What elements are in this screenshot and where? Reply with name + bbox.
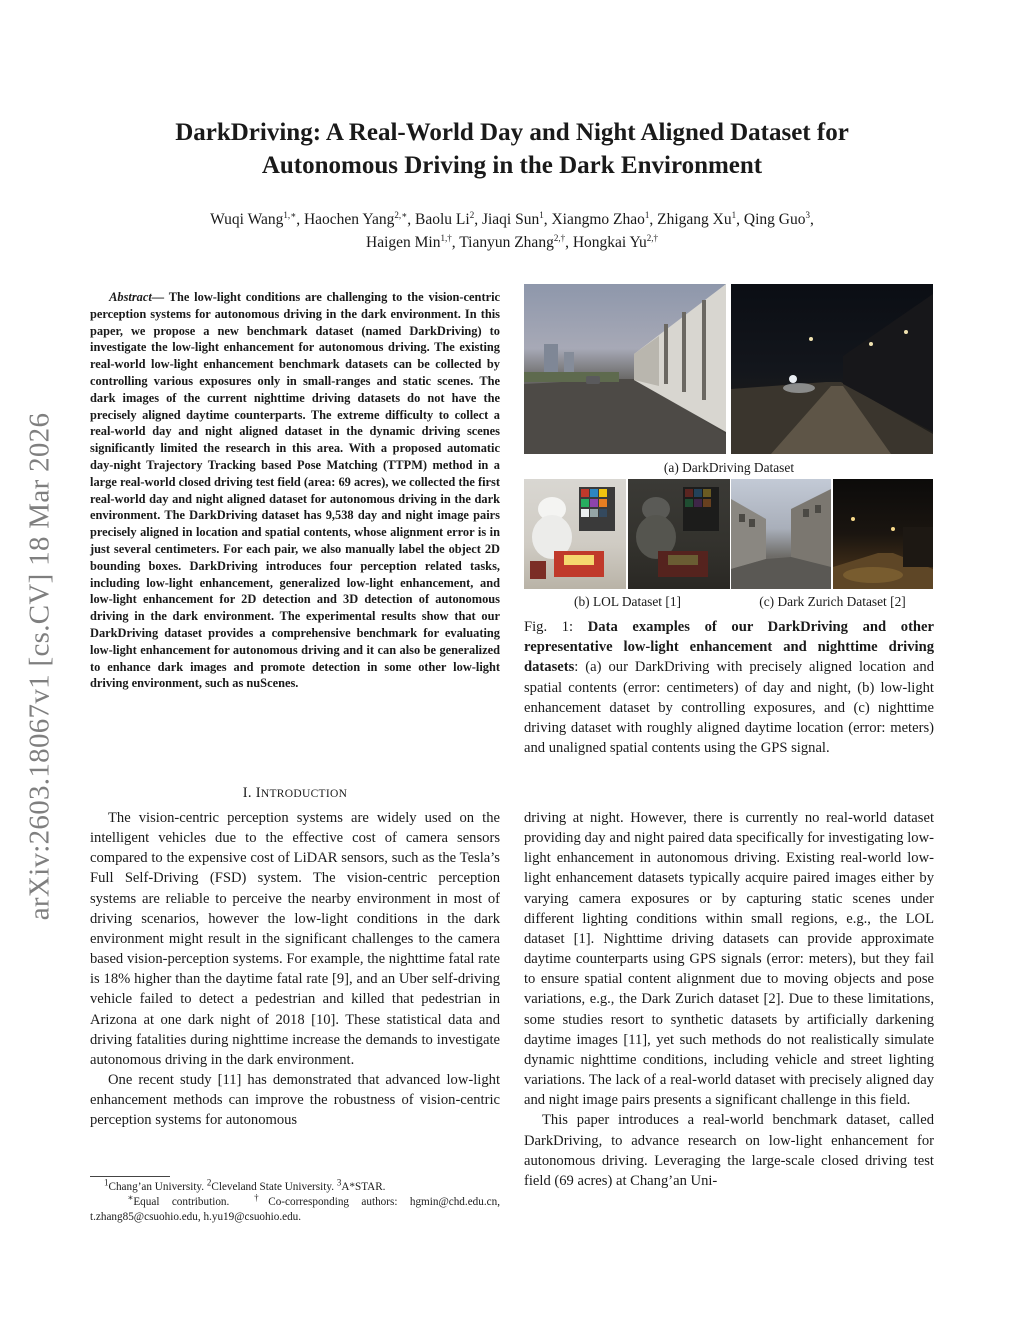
footnote-contributions: ∗Equal contribution. †Co-corresponding authors: hgmin@chd.edu.cn, t.zhang85@csuohio.edu, h.yu19@csuohio.edu. — [90, 1192, 501, 1223]
darkdriving-night-photo — [731, 284, 933, 454]
title-line-2: Autonomous Driving in the Dark Environment — [261, 152, 763, 179]
author: Baolu Li$^2$ — [415, 209, 475, 228]
lol-bright-photo — [524, 479, 626, 589]
abstract-text: The low-light conditions are challenging to the vision-centric perception systems for autonomous driving in the dark environment. In this paper, we propose a new benchmark dataset (named DarkDriving) to investigate the low-light enhancement for autonomous driving. The existing real-world low-light enhancement benchmark datasets can be collected by controlling various exposures only in small-ranges and static scenes. The dark images of the current nighttime driving datasets do not have the precisely aligned daytime counterparts. The extreme difficulty to collect a real-world day and night aligned dataset in the dynamic driving scenes significantly limited the research in this area. With a proposed automatic day-night Trajectory Tracking based Pose Matching (TTPM) method in a large real-world closed driving test field (area: 69 acres), we collected the first real-world day and night aligned dataset for autonomous driving in the dark environment. The DarkDriving dataset has 9,538 day and night image pairs precisely aligned in location and spatial contents, whose alignment error is in just several centimeters. For each pair, we also manually label the object 2D bounding boxes. DarkDriving introduces four perception related tasks, including low-light enhancement, generalized low-light enhancement, and low-light enhancement for 2D detection and 3D detection of autonomous driving in the dark environment. The experimental results show that our DarkDriving dataset provides a comprehensive benchmark for evaluating low-light enhancement for autonomous driving and it can also be generalized to enhance dark images and promote detection in some other low-light driving environment, such as nuScenes. — [90, 290, 501, 691]
author: Tianyun Zhang$^{2,\dagger}$ — [459, 232, 566, 251]
paragraph: The vision-centric perception systems are widely used on the intelligent vehicles due to the effective cost of camera sensors compared to the expensive cost of LiDAR sensors, such as the Tesla’s Full Self-Driving (FSD) system. The vision-centric perception systems are reliable to perceive the nearby environment in most of driving scenarios, however the low-light conditions in the dark environment might result in the significant challenges to the camera based vision-perception systems. For example, the nighttime fatal rate is 18% higher than the daytime fatal rate [9], and an Uber self-driving vehicle failed to detect a pedestrian and killed that pedestrian in Arizona at one dark night of 2018 [10]. These statistical data and driving fatalities during nighttime increase the demands to investigate autonomous driving in the dark environment. — [90, 810, 500, 1068]
author-list: Wuqi Wang$^{1,∗}$, Haochen Yang$^{2,∗}$, Baolu Li$^2$, Jiaqi Sun$^1$, Xiangmo Zhao$^1$, Zhigang Xu$^1$, Qing Guo$^3$, Haigen Min$^{1,\dagger}$, Tianyun Zhang$^{2,\dagger}$, Hongkai $Yu^{2,\dagger}$ — [210, 209, 814, 251]
dark-zurich-night-photo — [833, 479, 933, 589]
footnotes — [90, 1177, 501, 1225]
intro-right-column — [524, 808, 934, 1191]
paper-title — [80, 116, 944, 182]
lol-dark-photo — [628, 479, 730, 589]
author: Hongkai $Yu^{2,\dagger}$ — [572, 232, 658, 251]
paragraph: driving at night. However, there is currently no real-world dataset providing day and night paired data specifically for investigating low-light enhancement in autonomous driving. Existing real-world low-light enhancement datasets typically acquire paired images either by varying camera exposures or by capturing static scenes under different lighting conditions within small regions, e.g., the LOL dataset [1]. Nighttime driving datasets can provide approximate daytime counterparts using GPS signals (error: meters), but they fail to ensure spatial content alignment due to moving objects and pose variations, e.g., the Dark Zurich dataset [2]. Due to these limitations, some studies resort to synthetic datasets by artificially darkening daytime images [11], yet such methods do not realistically simulate dynamic nighttime conditions, including vehicle and street lighting variations. The lack of a real-world dataset with precisely aligned day and night image pairs presents a significant challenge in this field. — [524, 810, 934, 1109]
figure-subcaption-c: (c) Dark Zurich Dataset [2] — [759, 594, 906, 609]
author: Qing Guo$^3$ — [743, 209, 810, 228]
arxiv-stamp: arXiv:2603.18067v1 [cs.CV] 18 Mar 2026 — [23, 412, 56, 921]
figure-subcaption-b: (b) LOL Dataset [1] — [574, 594, 681, 609]
darkdriving-day-photo — [524, 284, 726, 454]
abstract — [90, 289, 500, 692]
intro-left-column — [90, 808, 500, 1131]
figure-caption: Fig. 1: Data examples of our DarkDriving and other representative low-light enhancement and nighttime driving datasets: (a) our DarkDriving with precisely aligned location and spatial contents (error: centimeters) of day and night, (b) low-light enhancement dataset by controlling exposures, and (c) nighttime driving dataset with roughly aligned daytime location (error: meters) and unaligned spatial contents using the GPS signal. — [524, 619, 934, 757]
paragraph: One recent study [11] has demonstrated that advanced low-light enhancement methods can improve the robustness of vision-centric perception systems for autonomous — [90, 1072, 500, 1129]
footnote-divider — [90, 1176, 170, 1177]
figure-subcaption-a: (a) DarkDriving Dataset — [663, 460, 795, 475]
section-heading-introduction: I. INTRODUCTION — [242, 785, 348, 801]
paragraph: This paper introduces a real-world benchmark dataset, called DarkDriving, to advance research on low-light enhancement for autonomous driving. Leveraging the large-scale closed driving test field (69 acres) at Chang’an Uni- — [524, 1112, 934, 1189]
abstract-label: Abstract— — [109, 290, 165, 304]
author: Haigen Min$^{1,\dagger}$ — [366, 232, 452, 251]
title-line-1: DarkDriving: A Real-World Day and Night Aligned Dataset for — [175, 119, 849, 146]
dark-zurich-day-photo — [731, 479, 831, 589]
author: Haochen Yang$^{2,∗}$ — [303, 209, 408, 228]
author: Xiangmo Zhao$^1$ — [551, 209, 650, 228]
author: Zhigang Xu$^1$ — [657, 209, 737, 228]
author: Jiaqi Sun$^1$ — [481, 209, 544, 228]
footnote-affiliations: $^1$Chang’an University. $^2$Cleveland State University. $^3$A*STAR. — [104, 1177, 386, 1193]
author: Wuqi Wang$^{1,∗}$ — [210, 209, 297, 228]
